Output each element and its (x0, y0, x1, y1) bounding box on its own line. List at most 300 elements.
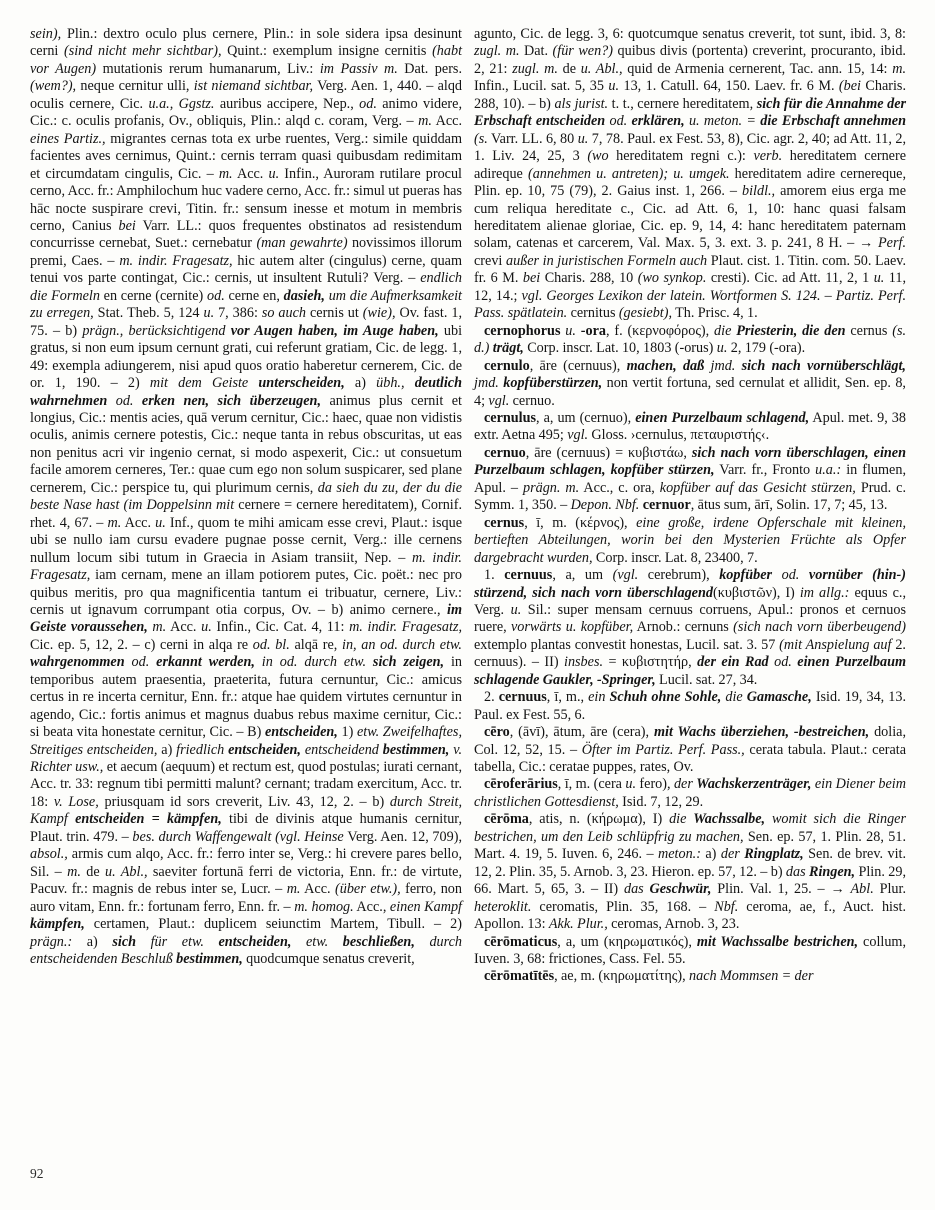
text-run: dasieh, (283, 287, 325, 304)
text-run: ceroma, ae, f., Auct. hist. Apollon. 13: (474, 898, 907, 933)
text-run: der (673, 776, 697, 793)
text-run: a) (72, 933, 113, 950)
text-run: zugl. m. (474, 43, 520, 60)
text-run: im Geiste voraussehen, (30, 601, 462, 636)
text-run: u. Abl., (580, 60, 623, 77)
text-run: etw. (291, 933, 343, 950)
text-run: im Passiv m. (319, 60, 398, 77)
text-run: u. (201, 619, 212, 636)
text-run: 1) (337, 724, 357, 741)
text-run: a) (700, 846, 721, 863)
dictionary-paragraph (474, 410, 906, 445)
text-run: cernulo (484, 357, 530, 374)
text-run: – (820, 287, 836, 304)
text-run: Infin., Cic. Cat. 4, 11: (211, 619, 350, 636)
text-run: cernus (850, 322, 893, 339)
text-run: cerne en, (224, 287, 284, 304)
text-run: m. indir. Fragesatz, (349, 619, 463, 636)
text-run: Geschwür, (649, 881, 712, 898)
text-run: vor Augen haben, im Auge haben, (230, 322, 439, 339)
text-run: cerebrum), (638, 567, 720, 584)
text-run: hic autem alter (cingulus) cerne, quam tenui vos parte contingat, Cic.: cernis, ut insultent Rutuli? Verg. – (30, 252, 462, 287)
text-run: u. (510, 601, 522, 618)
text-run: certamen, Plaut.: duplicem seiunctim Martem, Tibull. – 2) (84, 916, 462, 933)
text-run: trägt, (492, 340, 524, 357)
text-run: (man gewahrte) (256, 235, 348, 252)
text-run: (habt vor Augen) (30, 43, 463, 77)
text-run: sich nach vorn überschlagen, einen Purzelbaum schlagen, kopfüber stürzen, (474, 444, 906, 479)
text-run: endlich die Formeln (30, 270, 462, 304)
text-run: sich zeigen, (372, 654, 445, 671)
text-run: in flumen, Apul. – (474, 462, 906, 496)
text-run: 7, 78. Paul. ex Fest. 53, 8), Cic. agr. 2, 40; ad Att. 11, 2, 1. Liv. 24, 25, 3 (474, 130, 906, 165)
text-run: einen Kampf (389, 898, 462, 915)
text-run: od. (359, 95, 377, 112)
text-run: saeviter fortunā ferri de victoria, Enn. fr.: de virtute, Pacuv. fr.: magnis de rebus inter se, Lucr. – (30, 863, 462, 898)
text-run: Acc. (300, 881, 336, 898)
text-run: Acc., c. ora, (579, 479, 660, 496)
text-run: sich nach vornüberschlägt, (741, 357, 906, 374)
text-run: et aecum (aequum) et rectum est, quod postulas; iurati cernant, Acc. tr. 33: regnum tibi permitti malunt? cernant; tradam exercitum, Acc. tr. 18: (30, 759, 462, 810)
text-run: m. homog. (294, 898, 354, 915)
text-run: meton.: (658, 846, 701, 863)
text-run: ceromas, Arnob. 3, 23. (607, 916, 740, 933)
text-run: m. (218, 165, 233, 182)
text-run: t. t., cernere hereditatem, (608, 95, 757, 112)
text-run: Priesterin, die den (736, 322, 851, 339)
text-run: Partiz. Perf. Pass. spätlatein. (474, 287, 906, 322)
text-run: 1. (484, 567, 505, 584)
text-run: der (720, 846, 745, 863)
text-run: cresti). Cic. ad Att. 11, 2, 1 (706, 270, 874, 287)
text-run: als jurist. (554, 95, 609, 112)
text-run: Verg. Aen. 12, 709), (347, 828, 462, 845)
text-run: novissimos illorum premi, Caes. – (30, 235, 463, 269)
dictionary-paragraph (474, 724, 906, 776)
text-run: Ringplatz, (744, 846, 804, 863)
text-run: kopfüber (719, 567, 782, 584)
text-run: u.a.: (815, 462, 842, 479)
text-run: Isid. 7, 12, 29. (618, 793, 704, 810)
text-run: beschließen, (342, 933, 415, 950)
text-run: cernuo (484, 444, 526, 461)
text-run: prägn. m. (522, 479, 580, 496)
text-run: Quint.: exemplum insigne cernitis (221, 43, 433, 60)
text-run: im allg.: (799, 584, 850, 601)
dictionary-paragraph (474, 968, 906, 985)
text-run: bestimmen, (176, 951, 243, 968)
text-run: cēro (484, 724, 510, 741)
text-run: od. (774, 654, 798, 671)
text-run: (wem?), (30, 78, 77, 95)
text-run: crevi (474, 252, 506, 269)
text-run: in temporibus autem praesentia, praeterita, futura cernuntur, Cic.: amicus certus in re incerta cernitur, Enn. fr.: atque hae quidem virtutes cernuntur in agendo, Cic.: fortis animus et magnus duabus rebus maxime cernitur, Cic.: si beata vita honestate cernitur, Cic. – B) (30, 654, 462, 741)
text-run: Acc. (166, 619, 202, 636)
text-run: , f. (κερνοφόρος), (605, 322, 715, 339)
text-run: entscheiden, (218, 933, 292, 950)
text-run: cerata tabula. Plaut.: cerata tabella, Cic.: ceratae puppes, rates, Ov. (474, 741, 907, 776)
text-run: ist niemand sichtbar, (193, 78, 314, 95)
text-run: Öfter im Partiz. Perf. Pass., (581, 741, 745, 758)
text-run: -ora (580, 322, 606, 339)
text-run: heteroklit. (474, 898, 532, 915)
text-run: Acc. (121, 514, 156, 531)
text-run: amorem eius erga me cum reliqua hereditate c., Cic. ad Att. 6, 1, 10: hanc quasi falsam hereditatem alienae gloriae, Cic. ep. 9, 14, 4: hanc hereditatem paternam solam, catenas et carcerem, Val. Max. 5, 3. ext. 3. p. 241, 8 H. – → (474, 183, 907, 252)
text-run: (wo synkop. (637, 270, 707, 287)
text-run: m. indir. Fragesatz, (30, 549, 462, 584)
text-run: u. (577, 130, 589, 147)
text-run: um die Aufmerksamkeit zu erregen, (30, 287, 462, 322)
text-run: vgl. (567, 427, 589, 444)
text-run: fero), (636, 776, 674, 793)
text-run: 7, 386: (214, 305, 262, 322)
text-run: cērōma (484, 811, 529, 828)
text-run: da sieh du zu, der du die beste Nase hast (im Doppelsinn mit (30, 479, 463, 514)
text-run: od. (115, 392, 142, 409)
text-run: animo videre, Cic.: c. oculis profanis, Ov., obliquis, Plin.: alqd c. coram, Verg. – (30, 95, 462, 130)
text-run: die (725, 689, 747, 706)
text-run: 2. cernuus). – II) (474, 636, 906, 671)
text-run: m. (107, 514, 122, 531)
text-run: Lucil. sat. 27, 34. (655, 671, 758, 688)
text-run: Stat. Theb. 5, 124 (93, 305, 204, 322)
text-run: unterscheiden, (258, 375, 345, 392)
text-run: eine große, irdene Opferschale mit kleinen, bertieften Abteilungen, worin bei den Mysterien Früchte als Opfer dargebracht wurden, (474, 514, 906, 566)
text-run: bildl., (742, 183, 776, 200)
text-run: cernuus (504, 567, 553, 584)
text-run: cēroferārius (484, 776, 558, 793)
text-run: wahrgenommen (30, 654, 132, 671)
text-run: cernuo. (509, 392, 555, 409)
text-run: Nbf. (714, 898, 739, 915)
text-run: womit sich die Ringer bestrichen, um den Leib schlüpfrig zu machen, (474, 811, 906, 845)
text-run: 2, 179 (-ora). (727, 340, 806, 357)
dictionary-paragraph (30, 26, 462, 968)
text-run: u. (203, 305, 215, 322)
text-run: vornüber (hin-) stürzend, sich nach vorn überschlagend (474, 567, 907, 601)
text-run: Wachssalbe, (693, 811, 766, 828)
text-run: mit dem Geiste (149, 375, 259, 392)
text-run: m. (67, 863, 81, 880)
text-run: en cerne (cernite) (99, 287, 208, 304)
text-run: armis cum alqo, Acc. fr.: ferro inter se, Verg.: hi crevere pares bello, Sil. – (30, 846, 462, 880)
text-run: a) (344, 375, 377, 392)
text-run: Dat. pers. (397, 60, 462, 77)
dictionary-paragraph (474, 567, 906, 689)
text-run: übh., (376, 375, 415, 392)
text-run: in od. durch etw. (254, 654, 373, 671)
text-run: , atis, n. (κήρωμα), I) (528, 811, 670, 828)
text-run: , a, um (cernuo), (536, 409, 636, 426)
text-run: absol., (30, 846, 68, 863)
text-run: Plin. Val. 1, 25. – → (711, 881, 851, 898)
text-run: (s. d.) (474, 322, 907, 357)
text-run: (annehmen u. antreten); u. umgek. (527, 165, 730, 182)
text-run: nach Mommsen = der (689, 968, 814, 985)
text-run: alqā re, (289, 636, 343, 653)
text-run: prägn., berücksichtigend (82, 322, 231, 339)
text-run: ferro, non auro vitam, Enn. fr.: fortunam ferro, Enn. fr. – (30, 881, 462, 915)
text-run: Akk. Plur., (548, 916, 608, 933)
text-run: mit Wachs überziehen, -bestreichen, (653, 724, 870, 741)
text-run: quibus divis (portenta) creverint, procuranto, ibid. 2, 21: (474, 43, 906, 77)
text-run: für etw. (150, 933, 219, 950)
text-run: sein), (30, 26, 62, 42)
text-run: 13, 1. Catull. 64, 150. Laev. fr. 6 M. (619, 78, 839, 95)
text-run: u. (716, 340, 728, 357)
text-run: ein (588, 689, 610, 706)
text-run: de (557, 60, 581, 77)
text-run: (über etw.), (335, 881, 401, 898)
text-run: entscheiden, (228, 741, 301, 758)
text-run: neque cernitur ulli, (76, 78, 194, 95)
text-run: Ov. fast. 1, 75. – b) (30, 305, 463, 339)
text-run: u.a., (148, 95, 174, 112)
dictionary-paragraph (474, 445, 906, 515)
text-run: Depon. Nbf. (570, 497, 640, 514)
text-run: u. (873, 270, 885, 287)
text-run: der ein Rad (697, 654, 775, 671)
text-run: od. bl. (252, 636, 290, 653)
text-run: Schuh ohne Sohle, (609, 689, 726, 706)
text-run: animus plus cernit et longius, Cic.: mentis acies, quā verum cernitur, Cic.: haec, quae non vidistis oculis, animis cernere potestis, Cic.: neque tanta in rebus obscuritas, ut eas non penitus acri vir ingenio cernat, si modo aspexerit, Cic.: ut consuetum facile amorem cerneres, Ter.: quae cum ego non solum suspicarer, sed plane cernerem, Cic.: perspice tu, qui plurimum cernis, (30, 392, 462, 496)
text-run: , (āvī), ātum, āre (cera), (509, 724, 654, 741)
text-run: 11, 12, 14.; (474, 270, 907, 304)
text-run: de (80, 863, 106, 880)
text-run: , ae, m. (κηρωματίτης), (554, 968, 690, 985)
text-run: Isid. 19, 34, 13. Paul. ex Fest. 55, 6. (474, 689, 906, 723)
text-run: Sen. de brev. vit. 12, 2. Plin. 35, 5. Arnob. 3, 23. Hieron. ep. 57, 12. – b) (474, 846, 907, 880)
text-run: Plin. 29, 66. Mart. 5, 65, 3. – II) (474, 863, 906, 898)
text-run: , ī, m. (κέρνος), (524, 514, 637, 531)
text-run: kopfüberstürzen, (503, 375, 603, 392)
text-run: , a, um (552, 567, 613, 584)
text-run: Wachskerzenträger, (696, 776, 812, 793)
text-run: m. (147, 619, 167, 636)
text-run: einen Purzelbaum schlagend, (635, 409, 810, 426)
text-run: erklären, (631, 113, 685, 130)
text-run: bestimmen, (382, 741, 450, 758)
text-run: cērōmaticus (484, 933, 558, 950)
text-run: Plaut. cist. 1. Titin. com. 50. Laev. fr. 6 M. (474, 252, 907, 287)
dictionary-paragraph (474, 934, 906, 969)
text-run: entscheidend (300, 741, 383, 758)
text-run: kopfüber auf das Gesicht stürzen, (659, 479, 856, 496)
text-run: cernitus (567, 305, 619, 322)
text-run: Ggstz. (178, 95, 215, 112)
text-run: hereditatem adire cernereque, Plin. ep. 10, 75 (79), 2. Gaius inst. 1, 266. – (474, 165, 907, 200)
text-run: u. (155, 514, 166, 531)
text-run: m. indir. Fragesatz, (119, 252, 233, 269)
text-run: (wo (587, 148, 609, 165)
text-run: kämpfen, (30, 916, 85, 933)
text-run: (für wen?) (552, 43, 614, 60)
text-run: Infin., Auroram rutilare procul cerno, Acc. fr.: Amphilochum huc vadere cerno, Acc. fr.: simul ut pueras has hāc nocte suspirare crevi, Titin. fr.: sensum inesse et motum in membris cerno, Canius (30, 165, 463, 234)
text-run: Plur. (873, 881, 906, 898)
text-run: das (623, 881, 650, 898)
text-run: Charis. 288, 10). – b) (474, 78, 906, 112)
text-run: verb. (753, 148, 783, 165)
text-run: Arnob.: cernuns (633, 619, 734, 636)
text-run: a) (157, 741, 177, 758)
text-run: Infin., Lucil. sat. 5, 35 (474, 78, 609, 95)
text-run: Inf., quom te mihi amicam esse crevi, Plaut.: isque ubi se nullo iam cursu evadere pugnae posse cernit, Verg.: ille cernens nullum locum sibi tutum in Graecia in Asiam transiit, Nep. – (30, 514, 462, 566)
text-run: , a, um (κηρωματικός), (557, 933, 697, 950)
text-run: u. Abl., (105, 863, 148, 880)
right-column (474, 26, 906, 986)
text-run: Apul. met. 9, 38 extr. Aetna 495; (474, 409, 906, 444)
text-run: u. meton. = (684, 113, 761, 130)
text-run: zugl. m. (512, 60, 558, 77)
text-run: cērōmatītēs (484, 968, 555, 985)
text-run: Varr. LL. 6, 80 (487, 130, 578, 147)
text-run: agunto, Cic. de legg. 3, 6: quotcumque senatus creverit, tot sunt, ibid. 3, 8: (474, 26, 906, 42)
text-run: sich (112, 933, 151, 950)
text-run: deutlich wahrnehmen (30, 375, 462, 409)
text-run: non vertit fortuna, sed cernulat et allidit, Sen. ep. 8, 4; (474, 375, 906, 409)
text-run: cernophorus (484, 322, 561, 339)
text-run: od. (131, 654, 157, 671)
text-run: u. (625, 776, 637, 793)
text-run: mit Wachssalbe bestrichen, (696, 933, 859, 950)
dictionary-paragraph (474, 358, 906, 410)
text-run: u. (565, 322, 576, 339)
text-run: , ātus sum, ārī, Solin. 17, 7; 45, 13. (690, 497, 888, 514)
text-run: erken nen, sich überzeugen, (141, 392, 321, 409)
text-run: m. (892, 60, 906, 77)
dictionary-paragraph (474, 323, 906, 358)
text-run: Ringen, (808, 863, 856, 880)
dictionary-paragraph (474, 515, 906, 567)
text-run: Acc. (431, 113, 462, 130)
text-run: so auch (261, 305, 307, 322)
text-run: (mit Anspielung auf (779, 636, 892, 653)
text-run: m. (286, 881, 301, 898)
text-run: Gloss. ›cernulus, πεταυριστής‹. (588, 427, 770, 444)
text-run: hereditatem cernere adireque (474, 148, 907, 182)
text-run: die (714, 322, 737, 339)
text-run: sich für die Annahme der Erbschaft entscheiden (474, 95, 907, 130)
text-run: , ī, m., (546, 689, 589, 706)
text-run: Verg. Aen. 1, 440. – alqd oculis cernere, Cic. (30, 78, 463, 112)
text-run: insbes. (564, 654, 604, 671)
text-run: etw. Zweifelhaftes, Streitiges entscheiden, (30, 724, 462, 758)
text-run: jmd. (710, 357, 742, 374)
text-run: , āre (cernuus), (529, 357, 627, 374)
text-run: in, an od. durch etw. (342, 636, 462, 653)
text-run: , ī, m. (cera (557, 776, 626, 793)
text-run: collum, Iuven. 3, 68: frictiones, Cass. Fel. 55. (474, 933, 907, 968)
text-run: quodcumque senatus creverit, (242, 951, 415, 968)
text-run: Cic. ep. 5, 12, 2. – c) cerni in alqa re (30, 636, 253, 653)
text-run: ceromatis, Plin. 35, 168. – (531, 898, 715, 915)
text-run: Prud. c. Symm. 1, 350. – (474, 479, 906, 514)
text-run: Acc., (353, 898, 390, 915)
text-run: durch entscheidenden Beschluß (30, 933, 463, 968)
text-run: ubi gratus, si non eum ipsum cernunt grati, cui referunt gratiam, Cic. de legg. 1, 49: exempla adiungerem, nisi apud quos oratio haberetur cernerem, Cic. de or. 1, 190. – 2) (30, 322, 463, 392)
text-run: od. (609, 113, 632, 130)
text-run: machen, daß (626, 357, 711, 374)
text-run: Th. Prisc. 4, 1. (672, 305, 758, 322)
text-run: (gesiebt), (618, 305, 673, 322)
text-run: Dat. (519, 43, 553, 60)
text-run: cernis ut (306, 305, 363, 322)
text-run: einen Purzelbaum schlagende Gaukler, -Springer, (474, 654, 907, 688)
text-run: (κυβιστῶν), I) (712, 584, 800, 601)
text-run: tibi de divinis atque humanis cernitur, Plaut. trin. 479. – (30, 811, 462, 845)
text-run: Varr. LL.: quos frequentes obstinatos ad resistendum concurrisse cernebat, Suet.: cernebatur (30, 217, 462, 252)
text-run: quid de Armenia cernerent, Tac. ann. 15, 14: (622, 60, 893, 77)
text-run: entscheiden, (264, 724, 338, 741)
text-run: (sich nach vorn überbeugend) (733, 619, 907, 636)
text-run: Corp. inscr. Lat. 8, 23400, 7. (592, 549, 758, 566)
text-run: u. (268, 165, 280, 182)
text-run: mutationis rerum humanarum, Liv.: (96, 60, 320, 77)
text-run: (wie), (362, 305, 396, 322)
page-number: 92 (30, 1166, 44, 1181)
text-run: vgl. (488, 392, 510, 409)
text-run: Corp. inscr. Lat. 10, 1803 (-orus) (523, 340, 717, 357)
text-run: vorwärts u. kopfüber, (511, 619, 634, 636)
text-run: auribus accipere, Nep., (214, 95, 360, 112)
dictionary-paragraph (474, 776, 906, 811)
text-run: od. (207, 287, 225, 304)
text-run: (vgl. (612, 567, 639, 584)
text-run: die Erbschaft annehmen (760, 113, 906, 130)
text-run: , āre (cernuus) = κυβιστάω, (525, 444, 692, 461)
text-run: Gamasche, (746, 689, 812, 706)
text-run: cernere = cernere hereditatem), Cornif. rhet. 4, 67. – (30, 497, 462, 531)
text-run: außer in juristischen Formeln auch (505, 252, 708, 269)
text-run: die (669, 811, 694, 828)
text-run: bes. durch Waffengewalt (vgl. Heinse (132, 828, 348, 845)
text-run: bei (118, 217, 136, 234)
text-run: jmd. (474, 375, 504, 392)
text-run: Charis. 288, 10 (540, 270, 638, 287)
text-run: dolia, Col. 12, 52, 15. – (474, 724, 906, 758)
text-run: Abl. (850, 881, 874, 898)
text-run: Acc. (232, 165, 269, 182)
text-run: cernuor (642, 497, 691, 514)
text-run: ein Diener beim christlichen Gottesdienst, (474, 776, 906, 810)
text-run: entscheiden = kämpfen, (75, 811, 222, 828)
text-run: durch Streit, Kampf (30, 793, 462, 828)
text-run: extemplo plantas convestit honestas, Lucil. sat. 3. 57 (474, 636, 780, 653)
dictionary-paragraph (474, 26, 906, 323)
text-run: friedlich (176, 741, 229, 758)
text-run: priusquam id sors creverit, Liv. 43, 12, 2. – b) (98, 793, 390, 810)
text-run: od. (781, 567, 809, 584)
text-run: Varr. fr., Fronto (714, 462, 816, 479)
text-run: das (785, 863, 809, 880)
text-run: u. (608, 78, 620, 95)
text-run: Perf. (878, 235, 906, 252)
text-run: cernuus (498, 689, 547, 706)
text-run: v. Lose, (53, 793, 99, 810)
text-run: = κυβιστητήρ, (603, 654, 698, 671)
dictionary-paragraph (474, 811, 906, 933)
text-run: (s. (474, 130, 488, 147)
text-run: m. (418, 113, 432, 130)
text-run: cernus (484, 514, 525, 531)
text-run: Plin.: dextro oculo plus cernere, Plin.: in sole sidera ipsa desinunt cerni (30, 26, 462, 60)
text-run: cernulus (484, 409, 537, 426)
text-run: erkannt werden, (156, 654, 255, 671)
text-run: iam cernam, mene an illam potiorem putes, Cic. poët.: nec pro quibus meritis, pro qua magnificentia tantum ei tribuatur, cernere, Liv.: cernis ut ignavum corrumpant otia corpus, Ov. – b) animo cernere., (30, 567, 462, 618)
text-run: (bei (838, 78, 866, 95)
text-run: v. Richter usw., (30, 741, 462, 776)
text-run: Sen. ep. 57, 1. Plin. 28, 51. Mart. 4. 19, 5. Iuven. 6, 246. – (474, 828, 906, 863)
